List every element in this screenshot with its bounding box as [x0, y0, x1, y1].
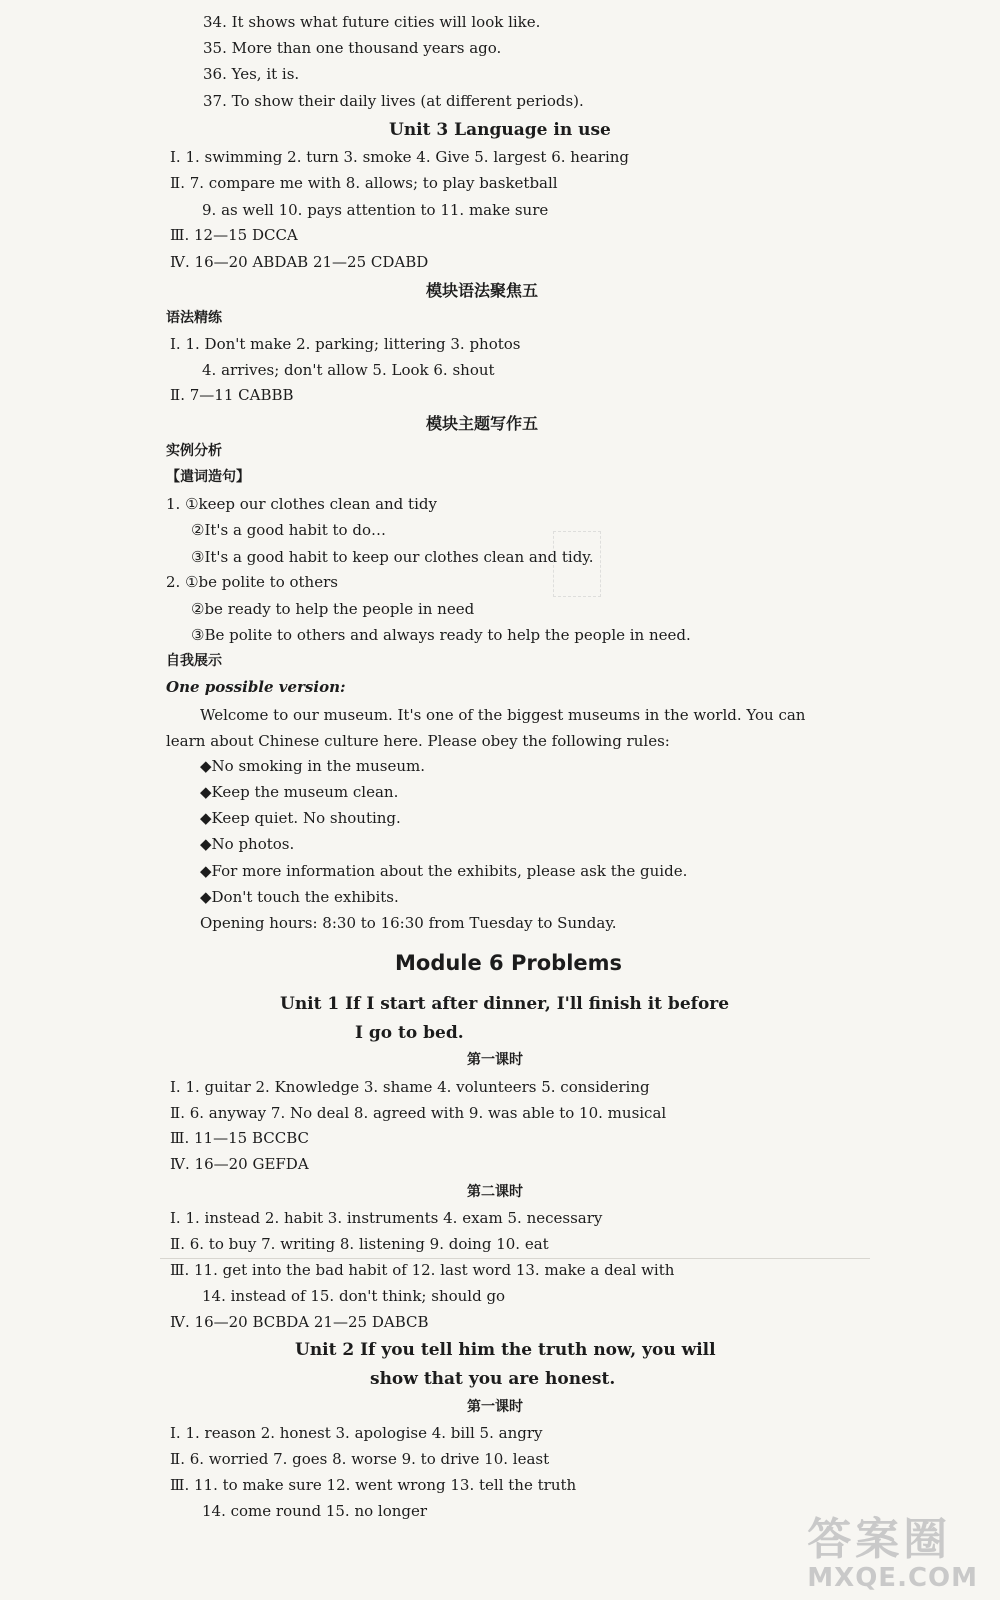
- answer-line: ③Be polite to others and always ready to help the people in need.: [191, 626, 691, 644]
- answer-line: 14. come round 15. no longer: [202, 1502, 428, 1520]
- answer-line: Ⅱ. 7—11 CABBB: [170, 386, 294, 404]
- answer-line: Ⅱ. 7. compare me with 8. allows; to play basketball: [170, 174, 558, 192]
- answer-line: 4. arrives; don't allow 5. Look 6. shout: [202, 361, 495, 379]
- answer-line: 34. It shows what future cities will look like.: [203, 13, 541, 31]
- show-title: 自我展示: [166, 653, 222, 669]
- answer-line: Ⅲ. 11—15 BCCBC: [170, 1129, 309, 1147]
- grammar-subtitle: 语法精练: [166, 310, 222, 326]
- unit2-title: Unit 2 If you tell him the truth now, you will: [295, 1340, 716, 1360]
- answer-line: Ⅳ. 16—20 GEFDA: [170, 1155, 309, 1173]
- writing-bracket-heading: 【遣词造句】: [166, 469, 250, 485]
- answer-line: 37. To show their daily lives (at different periods).: [203, 92, 584, 110]
- unit1-title: Unit 1 If I start after dinner, I'll finish it before: [280, 994, 730, 1014]
- watermark-top: 答案圈: [807, 1514, 952, 1565]
- answer-line: Ⅰ. 1. reason 2. honest 3. apologise 4. bill 5. angry: [170, 1424, 543, 1442]
- essay-line: ◆Don't touch the exhibits.: [200, 888, 399, 906]
- module-title: Module 6 Problems: [395, 951, 623, 975]
- grammar-title: 模块语法聚焦五: [426, 281, 539, 300]
- lesson-title: 第二课时: [467, 1184, 523, 1200]
- answer-line: Ⅲ. 12—15 DCCA: [170, 226, 298, 244]
- answer-line: Ⅰ. 1. guitar 2. Knowledge 3. shame 4. volunteers 5. considering: [170, 1078, 650, 1096]
- writing-title: 模块主题写作五: [426, 414, 539, 433]
- stamp-mark: [553, 531, 601, 597]
- writing-subtitle: 实例分析: [166, 443, 222, 459]
- essay-line: Welcome to our museum. It's one of the biggest museums in the world. You can: [200, 706, 806, 724]
- essay-line: ◆No photos.: [200, 835, 295, 853]
- answer-line: 9. as well 10. pays attention to 11. make sure: [202, 201, 549, 219]
- answer-line: 14. instead of 15. don't think; should go: [202, 1287, 506, 1305]
- watermark-logo: [807, 1516, 978, 1592]
- essay-line: ◆Keep the museum clean.: [200, 783, 399, 801]
- answer-line: Ⅳ. 16—20 ABDAB 21—25 CDABD: [170, 253, 429, 271]
- version-label: One possible version:: [166, 678, 346, 696]
- lesson-title: 第一课时: [467, 1399, 523, 1415]
- answer-line: 36. Yes, it is.: [203, 65, 300, 83]
- essay-line: ◆Keep quiet. No shouting.: [200, 809, 401, 827]
- answer-line: Ⅳ. 16—20 BCBDA 21—25 DABCB: [170, 1313, 429, 1331]
- unit1-title-cont: I go to bed.: [355, 1023, 464, 1043]
- divider: [160, 1258, 870, 1259]
- unit2-title-cont: show that you are honest.: [370, 1369, 616, 1389]
- answer-line: Ⅰ. 1. instead 2. habit 3. instruments 4. exam 5. necessary: [170, 1209, 603, 1227]
- essay-line: ◆For more information about the exhibits, please ask the guide.: [200, 862, 688, 880]
- answer-line: ②It's a good habit to do…: [191, 521, 386, 539]
- answer-line: 2. ①be polite to others: [166, 573, 338, 591]
- answer-line: ②be ready to help the people in need: [191, 600, 475, 618]
- answer-line: 1. ①keep our clothes clean and tidy: [166, 495, 437, 513]
- answer-line: Ⅲ. 11. to make sure 12. went wrong 13. tell the truth: [170, 1476, 577, 1494]
- essay-line: ◆No smoking in the museum.: [200, 757, 425, 775]
- answer-line: Ⅱ. 6. to buy 7. writing 8. listening 9. doing 10. eat: [170, 1235, 549, 1253]
- essay-line: learn about Chinese culture here. Please obey the following rules:: [166, 732, 670, 750]
- unit3-title: Unit 3 Language in use: [389, 120, 611, 140]
- answer-line: Ⅱ. 6. worried 7. goes 8. worse 9. to drive 10. least: [170, 1450, 550, 1468]
- answer-line: Ⅲ. 11. get into the bad habit of 12. last word 13. make a deal with: [170, 1261, 675, 1279]
- answer-line: Ⅰ. 1. Don't make 2. parking; littering 3. photos: [170, 335, 521, 353]
- watermark-bottom: MXQE.COM: [807, 1563, 978, 1593]
- answer-line: ③It's a good habit to keep our clothes clean and tidy.: [191, 548, 594, 566]
- essay-line: Opening hours: 8:30 to 16:30 from Tuesday to Sunday.: [200, 914, 617, 932]
- answer-line: 35. More than one thousand years ago.: [203, 39, 502, 57]
- answer-line: Ⅰ. 1. swimming 2. turn 3. smoke 4. Give 5. largest 6. hearing: [170, 148, 630, 166]
- lesson-title: 第一课时: [467, 1052, 523, 1068]
- answer-line: Ⅱ. 6. anyway 7. No deal 8. agreed with 9. was able to 10. musical: [170, 1104, 667, 1122]
